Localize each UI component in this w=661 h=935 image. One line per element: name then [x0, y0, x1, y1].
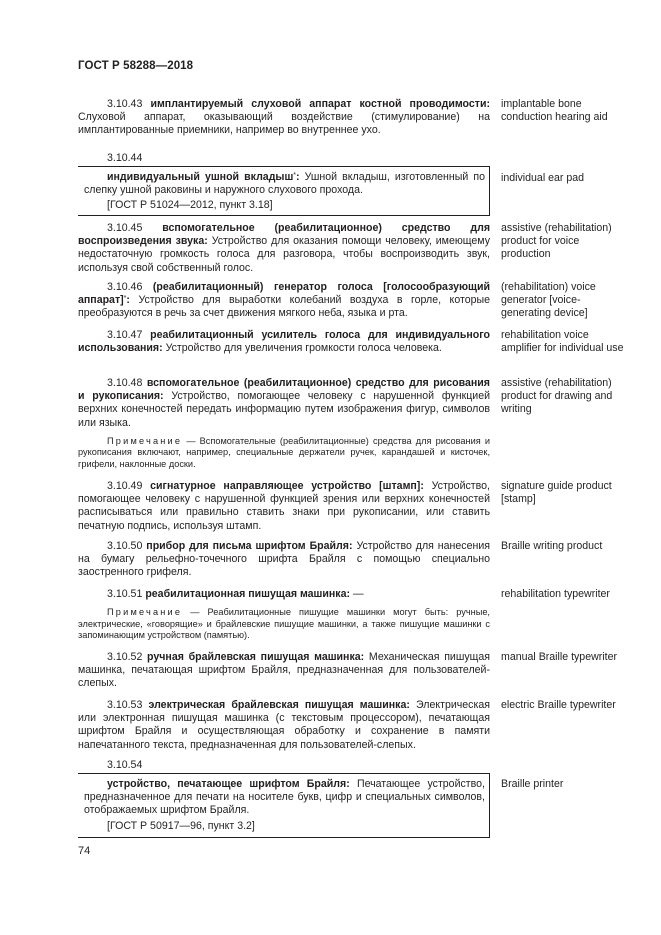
entry-3-10-51	[78, 588, 490, 642]
source-reference: [ГОСТ Р 50917—96, пункт 3.2]	[107, 819, 255, 832]
term-definition: Механическая пишущая машинка, печатающая шрифтом Брайля, предназначенная для пользователей-слепых.	[78, 651, 490, 690]
term-number: 3.10.49	[107, 480, 143, 492]
entry-3-10-54-frame	[78, 773, 490, 838]
term-number: 3.10.52	[107, 651, 143, 663]
entry-3-10-48	[78, 377, 490, 471]
term-definition: Печатающее устройство, предназначенное для печати на носителе букв, цифр и специальных символов, отображаемых шрифтом Брайля.	[84, 778, 485, 817]
term-number: 3.10.48	[107, 377, 143, 389]
entry-3-10-53	[78, 699, 490, 752]
term-title: электрическая брайлевская пишущая машинка:	[148, 699, 410, 711]
footnote-marker: *	[293, 172, 297, 179]
term-definition: Устройство для нанесения на бумагу рельефно-точечного шрифта Брайля с помощью специально заостренного грифеля.	[78, 540, 490, 579]
term-number: 3.10.45	[107, 222, 143, 234]
term-definition: Устройство для увеличения громкости голоса человека.	[165, 342, 442, 355]
term-title: реабилитационный усилитель голоса для индивидуального использования:	[78, 329, 490, 355]
term-title: ручная брайлевская пишущая машинка:	[147, 651, 365, 663]
term-definition: Устройство, помогающее человеку с нарушенной функцией верхних конечностей передать информацию путем изображения фигур, символов или языка.	[78, 390, 491, 429]
term-definition: Слуховой аппарат, оказывающий воздействие (стимулирование) на имплантированные приемники, например во внутреннее ухо.	[78, 111, 490, 137]
term-number: 3.10.47	[107, 329, 143, 341]
term-definition: Устройство, помогающее человеку с нарушенной функцией зрения или верхних конечностей расписываться или правильно ставить знаки при рукописании, или ставить печатную подпись, используя штамп.	[78, 480, 490, 532]
entry-3-10-43	[78, 98, 490, 138]
english-term: rehabilitation typewriter	[501, 588, 610, 600]
term-title: прибор для письма шрифтом Брайля:	[146, 540, 353, 552]
term-definition: —	[352, 588, 364, 600]
term-number: 3.10.53	[107, 699, 143, 711]
entry-3-10-50	[78, 540, 490, 580]
term-title: (реабилитационный) генератор голоса [голосообразующий аппарат]	[78, 281, 490, 307]
english-term: assistive (rehabilitation) product for drawing and writing	[501, 377, 613, 416]
term-title: вспомогательное (реабилитационное) средство для рисования и рукописания:	[78, 377, 490, 403]
note-label: Примечание	[107, 607, 183, 618]
entry-3-10-46: 3.10.46 (реабилитационный) генератор голоса [голосообразующий аппарат]*: Устройство для выработки колебаний воздуха в горле, которые преобразуются в речь за счет движения мягкого неба, языка и рта.	[78, 281, 490, 320]
note	[78, 607, 490, 642]
note-label: Примечание	[107, 435, 183, 446]
english-term: Braille writing product	[501, 540, 603, 552]
entry-3-10-45	[78, 222, 490, 275]
english-term: (rehabilitation) voice generator [voice-generating device]	[501, 281, 596, 320]
entry-3-10-44-frame: индивидуальный ушной вкладыш*: Ушной вкладыш, изготовленный по слепку ушной раковины и наружного слухового прохода. [ГОСТ Р 51024—2012, пункт 3.18]	[78, 166, 490, 216]
english-term: signature guide product [stamp]	[501, 480, 612, 506]
term-definition: Устройство для выработки колебаний воздуха в горле, которые преобразуются в речь за счет движения мягкого неба, языка и рта.	[78, 294, 490, 320]
term-number: 3.10.44	[107, 152, 143, 164]
english-term: implantable bone conduction hearing aid	[501, 98, 608, 124]
term-number: 3.10.54	[107, 759, 143, 771]
english-term: manual Braille typewriter	[501, 651, 617, 663]
english-term: electric Braille typewriter	[501, 699, 616, 711]
term-title: вспомогательное (реабилитационное) средство для воспроизведения звука:	[78, 222, 490, 248]
term-definition: Электрическая или электронная пишущая машинка (с текстовым процессором), печатающая шрифтом Брайля и осуществляющая обработку и сохранение в памяти напечатанного текста, предназначенная для пользователей-слепых.	[78, 699, 490, 751]
term-definition: Устройство для оказания помощи человеку, имеющему недостаточную громкость голоса для разговора, чтобы воспроизводить звук, используя свой собственный голос.	[78, 235, 490, 274]
term-title: сигнатурное направляющее устройство [штамп]:	[150, 480, 424, 492]
term-title: индивидуальный ушной вкладыш	[107, 171, 294, 183]
term-number: 3.10.50	[107, 540, 143, 552]
english-term: assistive (rehabilitation) product for voice production	[501, 222, 612, 261]
term-definition: Ушной вкладыш, изготовленный по слепку ушной раковины и наружного слухового прохода.	[84, 171, 485, 197]
term-number: 3.10.46	[107, 281, 143, 293]
source-reference: [ГОСТ Р 51024—2012, пункт 3.18]	[107, 199, 273, 212]
page-number: 74	[78, 845, 91, 857]
entry-3-10-52	[78, 651, 490, 691]
note-text: — Вспомогательные (реабилитационные) средства для рисования и рукописания включают, например, специальные держатели ручек, карандашей и кисточек, грифели, наклонные доски.	[78, 435, 490, 469]
note-text: — Реабилитационные пишущие машинки могут быть: ручные, электрические, «говорящие» и брайлевские пишущие машинки, а также пишущие машинки с запоминающим устройством (памятью).	[78, 607, 490, 641]
term-number: 3.10.51	[107, 588, 143, 600]
note	[78, 436, 490, 471]
english-term: rehabilitation voice amplifier for individual use	[501, 329, 624, 355]
term-title: устройство, печатающее шрифтом Брайля:	[107, 778, 350, 790]
entry-3-10-49	[78, 480, 490, 533]
entry-3-10-47	[78, 329, 490, 355]
term-title: реабилитационная пишущая машинка:	[145, 588, 351, 600]
term-number: 3.10.43	[107, 98, 143, 110]
english-term: individual ear pad	[501, 172, 585, 184]
english-term: Braille printer	[501, 778, 564, 790]
term-title: имплантируемый слуховой аппарат костной проводимости:	[150, 98, 490, 110]
document-header: ГОСТ Р 58288—2018	[78, 60, 194, 72]
footnote-marker: *	[123, 295, 127, 303]
